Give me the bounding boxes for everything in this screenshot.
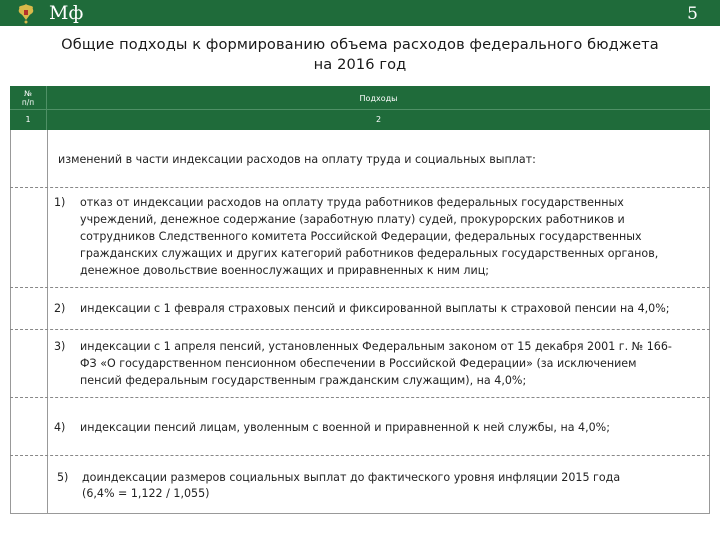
col-number-header-line-2: п/п <box>21 98 35 107</box>
row-divider <box>10 455 710 456</box>
list-item-number: 2) <box>54 302 66 315</box>
list-item-line: индексации пенсий лицам, уволенным с военной и приравненной к ней службы, на 4,0%; <box>80 421 610 434</box>
list-item-line: доиндексации размеров социальных выплат до фактического уровня инфляции 2015 года <box>82 471 621 484</box>
page-title-line-1: Общие подходы к формированию объема расходов федерального бюджета <box>61 36 659 53</box>
page-number: 5 <box>687 4 698 24</box>
coat-of-arms-icon <box>14 1 38 25</box>
list-item-line: денежное довольствие военнослужащих и приравненных к ним лиц; <box>80 264 490 277</box>
col-number-header <box>10 89 46 107</box>
logo-text: Мф <box>49 2 84 24</box>
table-body <box>10 130 710 514</box>
table-header-row <box>10 86 710 110</box>
list-item-line: отказ от индексации расходов на оплату труда работников федеральных государственных <box>80 196 624 209</box>
top-bar <box>0 0 720 26</box>
row-divider <box>10 397 710 398</box>
column-divider <box>46 86 47 130</box>
list-item-number: 1) <box>54 196 66 209</box>
list-item-line: (6,4% = 1,122 / 1,055) <box>82 487 210 500</box>
col-number-index: 1 <box>25 115 31 124</box>
list-item-number: 5) <box>57 471 69 484</box>
list-item-line: ФЗ «О государственном пенсионном обеспечении в Российской Федерации» (за исключением <box>80 357 637 370</box>
page-title-line-2: на 2016 год <box>313 56 407 73</box>
row-divider <box>10 287 710 288</box>
list-item-number: 3) <box>54 340 66 353</box>
list-item-line: гражданских служащих и других категорий работников федеральных государственных органов, <box>80 247 659 260</box>
col-number-header-line-1: № <box>24 89 32 98</box>
col-approaches-header: Подходы <box>359 94 398 103</box>
row-divider <box>10 187 710 188</box>
list-item-line: индексации с 1 февраля страховых пенсий и фиксированной выплаты к страховой пенсии на 4,0%; <box>80 302 670 315</box>
list-item-line: пенсий федеральным государственным гражданским служащим), на 4,0%; <box>80 374 527 387</box>
list-item-line: индексации с 1 апреля пенсий, установленных Федеральным законом от 15 декабря 2001 г. № 166- <box>80 340 672 353</box>
intro-text: изменений в части индексации расходов на оплату труда и социальных выплат: <box>58 153 536 166</box>
list-item-line: сотрудников Следственного комитета Российской Федерации, федеральных государственных <box>80 230 642 243</box>
row-divider <box>10 329 710 330</box>
page-title <box>10 35 710 75</box>
list-item-line: учреждений, денежное содержание (заработную плату) судей, прокурорских работников и <box>80 213 625 226</box>
table-header <box>10 86 710 130</box>
col-approaches-index: 2 <box>375 115 382 124</box>
table-index-row <box>10 110 710 130</box>
list-item-number: 4) <box>54 421 66 434</box>
